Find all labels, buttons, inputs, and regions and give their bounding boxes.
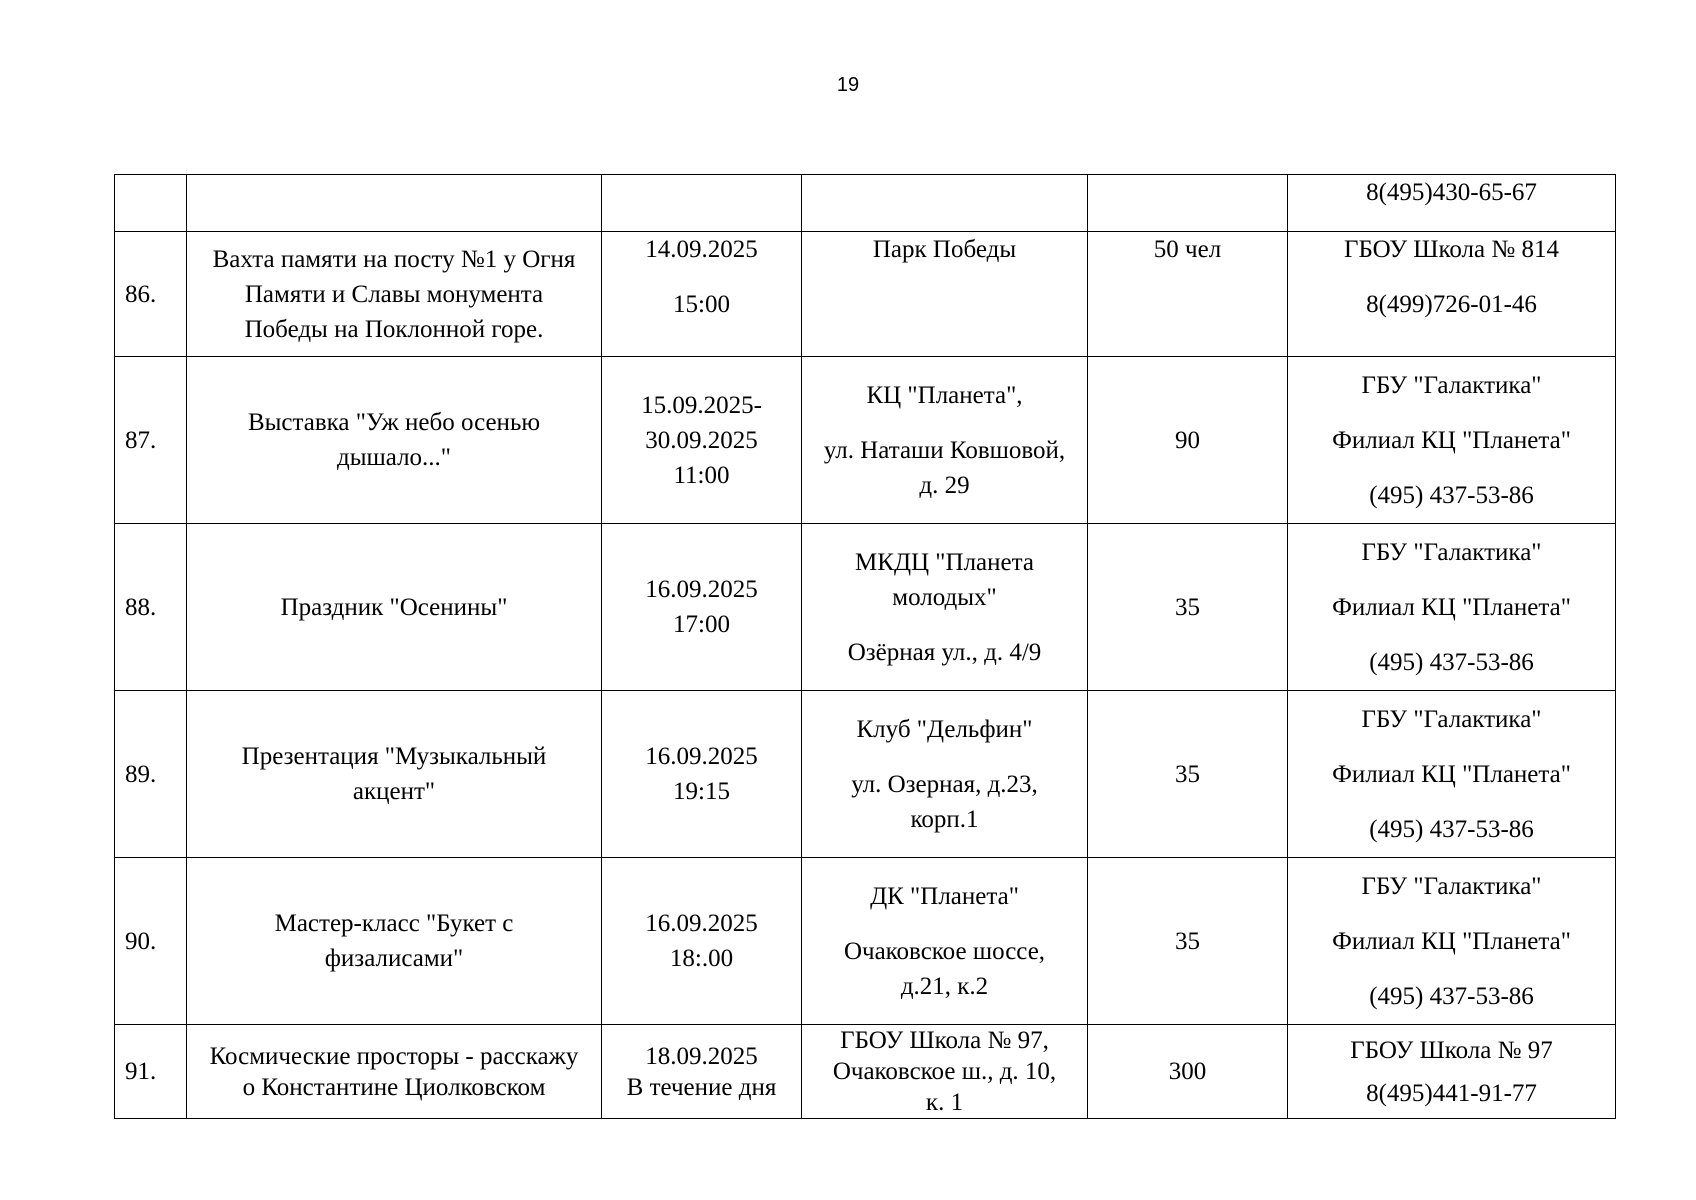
event-line: дышало..." <box>336 444 451 471</box>
event-cell <box>187 524 602 691</box>
time-line: 11:00 <box>673 461 730 489</box>
date-line: 16.09.2025 <box>645 910 758 937</box>
event-cell <box>187 1025 602 1119</box>
organizer-cell <box>1288 524 1616 691</box>
place-line: д. 29 <box>919 471 970 499</box>
place-line: молодых" <box>892 583 997 611</box>
date-line: 30.09.2025 <box>645 426 758 454</box>
organizer-line: ГБУ "Галактика" <box>1361 371 1542 399</box>
place-cell <box>802 175 1088 232</box>
event-line: Праздник "Осенины" <box>280 593 508 621</box>
event-line: Победы на Поклонной горе. <box>244 315 544 343</box>
table-row <box>115 1025 1616 1119</box>
table-row <box>115 691 1616 858</box>
event-line: о Константине Циолковском <box>242 1073 546 1101</box>
row-number-cell: 90. <box>115 858 187 1025</box>
organizer-phone: (495) 437-53-86 <box>1369 982 1534 1010</box>
count-cell <box>1088 175 1288 232</box>
place-cell <box>802 232 1088 357</box>
table-row <box>115 858 1616 1025</box>
event-line: Памяти и Славы монумента <box>244 280 544 308</box>
organizer-phone: (495) 437-53-86 <box>1369 648 1534 676</box>
organizer-cell <box>1288 175 1616 232</box>
time-line: 18:.00 <box>669 945 734 972</box>
organizer-line: ГБУ "Галактика" <box>1361 705 1542 733</box>
place-line: д.21, к.2 <box>900 972 989 1000</box>
place-line: Озёрная ул., д. 4/9 <box>847 638 1042 666</box>
place-line: ГБОУ Школа № 97, <box>840 1027 1049 1054</box>
time-line: 19:15 <box>673 778 730 805</box>
place-line: ул. Озерная, д.23, <box>851 770 1038 798</box>
event-line: Презентация "Музыкальный <box>241 743 547 770</box>
event-line: Вахта памяти на посту №1 у Огня <box>212 245 576 273</box>
row-number-cell: 91. <box>115 1025 187 1119</box>
event-line: Мастер-класс "Букет с <box>274 910 514 937</box>
date-line: 16.09.2025 <box>645 743 758 770</box>
organizer-cell <box>1288 691 1616 858</box>
page-number: 19 <box>836 74 860 96</box>
place-cell <box>802 691 1088 858</box>
organizer-phone: (495) 437-53-86 <box>1369 481 1534 509</box>
organizer-phone: 8(495)441-91-77 <box>1366 1079 1537 1107</box>
event-cell <box>187 691 602 858</box>
count-cell: 300 <box>1088 1025 1288 1119</box>
date-cell <box>602 1025 802 1119</box>
organizer-phone: 8(499)726-01-46 <box>1366 291 1537 318</box>
count-cell: 35 <box>1088 858 1288 1025</box>
organizer-cell <box>1288 1025 1616 1119</box>
count-cell: 50 чел <box>1088 232 1288 357</box>
organizer-line: ГБУ "Галактика" <box>1361 872 1542 900</box>
place-line: Парк Победы <box>872 236 1017 263</box>
organizer-line: Филиал КЦ "Планета" <box>1332 760 1571 788</box>
date-line: 18.09.2025 <box>645 1042 758 1070</box>
organizer-cell <box>1288 858 1616 1025</box>
table-row <box>115 357 1616 524</box>
time-line: 17:00 <box>673 611 730 638</box>
count-cell: 35 <box>1088 524 1288 691</box>
organizer-line: Филиал КЦ "Планета" <box>1332 426 1571 454</box>
date-cell <box>602 232 802 357</box>
event-cell <box>187 175 602 232</box>
event-line: физалисами" <box>324 945 464 972</box>
row-number-cell: 86. <box>115 232 187 357</box>
table-row <box>115 524 1616 691</box>
row-number-cell: 87. <box>115 357 187 524</box>
organizer-cell <box>1288 232 1616 357</box>
place-line: к. 1 <box>925 1089 964 1116</box>
place-line: МКДЦ "Планета <box>855 548 1034 576</box>
row-number-cell: 89. <box>115 691 187 858</box>
organizer-line: Филиал КЦ "Планета" <box>1332 927 1571 955</box>
date-cell <box>602 524 802 691</box>
event-line: Выставка "Уж небо осенью <box>247 409 541 436</box>
event-cell <box>187 232 602 357</box>
place-line: ДК "Планета" <box>870 882 1019 910</box>
row-number-cell <box>115 175 187 232</box>
place-line: Очаковское ш., д. 10, <box>832 1058 1057 1085</box>
organizer-phone: 8(495)430-65-67 <box>1366 179 1537 206</box>
row-number-cell: 88. <box>115 524 187 691</box>
organizer-line: Филиал КЦ "Планета" <box>1332 593 1571 621</box>
date-cell <box>602 175 802 232</box>
organizer-line: ГБУ "Галактика" <box>1361 538 1542 566</box>
event-line: Космические просторы - расскажу <box>209 1042 579 1070</box>
date-line: 15.09.2025- <box>641 391 762 419</box>
organizer-line: ГБОУ Школа № 97 <box>1350 1036 1553 1064</box>
event-line: акцент" <box>352 778 436 805</box>
date-line: 14.09.2025 <box>645 236 758 263</box>
place-cell <box>802 357 1088 524</box>
date-cell <box>602 858 802 1025</box>
place-line: КЦ "Планета", <box>866 381 1023 409</box>
date-cell <box>602 357 802 524</box>
place-cell <box>802 1025 1088 1119</box>
organizer-phone: (495) 437-53-86 <box>1369 815 1534 843</box>
organizer-cell <box>1288 357 1616 524</box>
count-cell: 35 <box>1088 691 1288 858</box>
place-cell <box>802 524 1088 691</box>
event-cell <box>187 858 602 1025</box>
time-line: 15:00 <box>673 291 730 318</box>
organizer-line: ГБОУ Школа № 814 <box>1344 236 1559 263</box>
table-row <box>115 175 1616 232</box>
place-line: Очаковское шоссе, <box>843 937 1046 965</box>
events-table <box>114 174 1616 1119</box>
place-line: Клуб "Дельфин" <box>856 715 1033 743</box>
place-line: ул. Наташи Ковшовой, <box>823 436 1066 464</box>
count-cell: 90 <box>1088 357 1288 524</box>
event-cell <box>187 357 602 524</box>
date-cell <box>602 691 802 858</box>
place-line: корп.1 <box>910 805 979 833</box>
place-cell <box>802 858 1088 1025</box>
table-row <box>115 232 1616 357</box>
date-line: 16.09.2025 <box>645 576 758 603</box>
time-line: В течение дня <box>626 1073 777 1101</box>
